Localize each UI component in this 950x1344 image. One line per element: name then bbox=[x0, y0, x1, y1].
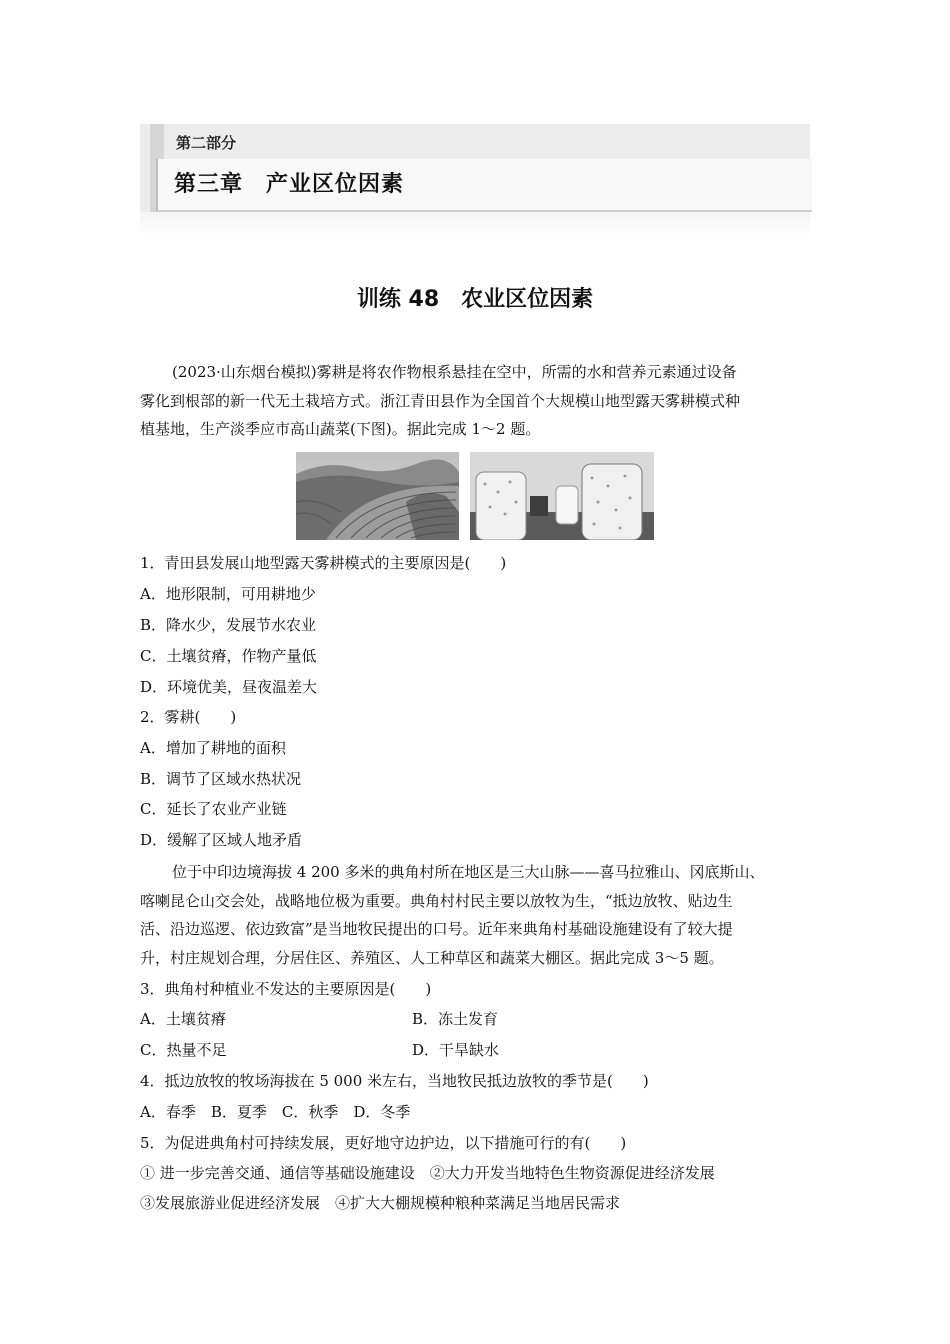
question-1-option-d: D．环境优美，昼夜温差大 bbox=[140, 678, 318, 696]
passage-line: (2023·山东烟台模拟)雾耕是将农作物根系悬挂在空中，所需的水和营养元素通过设备 bbox=[172, 363, 737, 381]
chapter-title: 第三章 产业区位因素 bbox=[174, 172, 405, 197]
question-1-stem: 1．青田县发展山地型露天雾耕模式的主要原因是( ) bbox=[140, 554, 507, 572]
question-2-option-d: D．缓解了区域人地矛盾 bbox=[140, 831, 303, 849]
question-5-statements-2: ③发展旅游业促进经济发展 ④扩大大棚规模种粮种菜满足当地居民需求 bbox=[140, 1194, 621, 1212]
fog-cultivation-columns-photo bbox=[470, 452, 654, 540]
passage-line: 位于中印边境海拔 4 200 多米的典角村所在地区是三大山脉——喜马拉雅山、冈底斯山、 bbox=[172, 863, 765, 881]
banner-fade bbox=[140, 212, 810, 236]
question-4-stem: 4．抵边放牧的牧场海拔在 5 000 米左右，当地牧民抵边放牧的季节是( ) bbox=[140, 1072, 649, 1090]
question-3-option-c: C．热量不足 bbox=[140, 1041, 227, 1059]
chapter-banner bbox=[140, 124, 810, 236]
question-2-option-b: B．调节了区域水热状况 bbox=[140, 770, 302, 788]
part-label: 第二部分 bbox=[176, 134, 237, 152]
question-5-stem: 5．为促进典角村可持续发展，更好地守边护边，以下措施可行的有( ) bbox=[140, 1134, 627, 1152]
passage-2 bbox=[140, 858, 815, 972]
passage-line: 升，村庄规划合理，分居住区、养殖区、人工种草区和蔬菜大棚区。据此完成 3～5 题。 bbox=[140, 948, 724, 967]
question-3-option-b: B．冻土发育 bbox=[412, 1010, 499, 1028]
question-1-option-b: B．降水少，发展节水农业 bbox=[140, 616, 317, 634]
passage-1 bbox=[140, 358, 815, 444]
question-1-option-c: C．土壤贫瘠，作物产量低 bbox=[140, 647, 317, 665]
lesson-title: 训练 48 农业区位因素 bbox=[356, 287, 594, 312]
passage-line: 植基地，生产淡季应市高山蔬菜(下图)。据此完成 1～2 题。 bbox=[140, 420, 541, 438]
question-2-option-c: C．延长了农业产业链 bbox=[140, 800, 287, 818]
passage-line: 雾化到根部的新一代无土栽培方式。浙江青田县作为全国首个大规模山地型露天雾耕模式种 bbox=[140, 391, 741, 410]
question-2-stem: 2．雾耕( ) bbox=[140, 708, 237, 726]
question-3-stem: 3．典角村种植业不发达的主要原因是( ) bbox=[140, 980, 432, 998]
passage-line: 喀喇昆仑山交会处，战略地位极为重要。典角村村民主要以放牧为生，“抵边放牧、贴边生 bbox=[140, 891, 733, 910]
figure-photos bbox=[296, 452, 654, 540]
question-3-option-d: D．干旱缺水 bbox=[412, 1041, 500, 1059]
question-3-option-a: A．土壤贫瘠 bbox=[140, 1010, 226, 1028]
question-1-option-a: A．地形限制，可用耕地少 bbox=[140, 585, 316, 603]
question-4-options: A．春季 B．夏季 C．秋季 D．冬季 bbox=[140, 1103, 411, 1121]
question-2-option-a: A．增加了耕地的面积 bbox=[140, 739, 286, 757]
passage-line: 活、沿边巡逻、依边致富”是当地牧民提出的口号。近年来典角村基础设施建设有了较大提 bbox=[140, 920, 733, 938]
question-5-statements-1: ① 进一步完善交通、通信等基础设施建设 ②大力开发当地特色生物资源促进经济发展 bbox=[140, 1164, 715, 1182]
terraced-hillside-photo bbox=[296, 452, 459, 540]
